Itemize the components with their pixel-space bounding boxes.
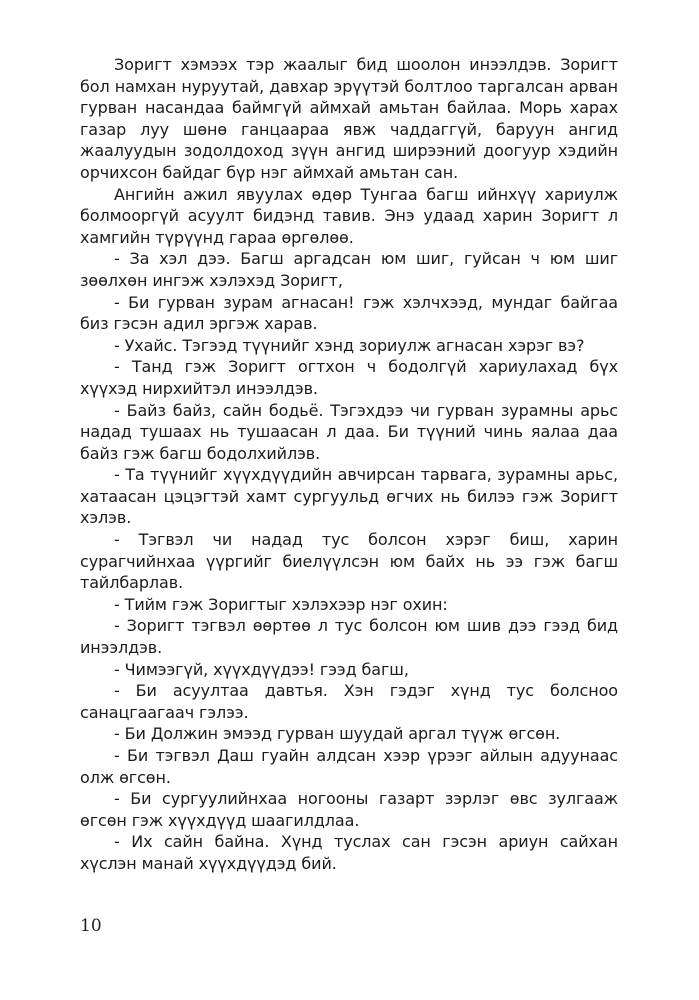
paragraph: Ангийн ажил явуулах өдөр Тунгаа багш ийнхүү хариулж болмооргүй асуулт бидэнд тавив. Энэ удаад харин Зоригт л хамгийн түрүүнд гараа өргөлөө. <box>80 184 618 247</box>
paragraph: - Чимээгүй, хүүхдүүдээ! гээд багш, <box>114 659 409 679</box>
paragraph: - Тэгвэл чи надад тус болсон хэрэг биш, харин сурагчийнхаа үүргийг биелүүлсэн юм байх нь ээ гэж багш тайлбарлав. <box>80 530 618 593</box>
paragraph: Зоригт хэмээх тэр жаалыг бид шоолон инээлдэв. Зоригт бол намхан нуруутай, давхар эрүүтэй болтлоо таргалсан арван гурван насандаа баймгүй аймхай амьтан байлаа. Морь харах газар луу шөнө ганцаараа явж чаддаггүй, баруун ангид жаалуудын зодолдоход зүүн ангид ширээний доогуур хэдийн орчихсон байдаг бүр нэг аймхай амьтан сан. <box>80 55 618 182</box>
paragraph: - Байз байз, сайн бодьё. Тэгэхдээ чи гурван зурамны арьс надад тушаах нь тушаасан л даа. Би түүний чинь яалаа даа байз гэж багш бодолхийлэв. <box>80 400 618 463</box>
paragraph: - Би асуултаа давтья. Хэн гэдэг хүнд тус болсноо санацгаагаач гэлээ. <box>80 681 618 722</box>
paragraph: - Би тэгвэл Даш гуайн алдсан хээр үрээг айлын адуунаас олж өгсөн. <box>80 746 618 787</box>
paragraph: - Зоригт тэгвэл өөртөө л тус болсон юм шив дээ гээд бид инээлдэв. <box>80 616 618 658</box>
paragraph: - Би гурван зурам агнасан! гэж хэлчхээд, мундаг байгаа биз гэсэн адил эргэж харав. <box>80 292 618 334</box>
paragraph: - За хэл дээ. Багш аргадсан юм шиг, гуйсан ч юм шиг зөөлхөн ингэж хэлэхэд Зоригт, <box>80 249 618 290</box>
paragraph: - Тийм гэж Зоригтыг хэлэхээр нэг охин: <box>114 594 448 614</box>
paragraph: - Их сайн байна. Хүнд туслах сан гэсэн ариун сайхан хүслэн манай хүүхдүүдэд бий. <box>80 832 618 873</box>
paragraph: - Та түүнийг хүүхдүүдийн авчирсан тарвага, зурамны арьс, хатаасан цэцэгтэй хамт сургуульд өгчих нь билээ гэж Зоригт хэлэв. <box>80 465 618 528</box>
paragraph: - Танд гэж Зоригт огтхон ч бодолгүй хариулахад бүх хүүхэд нирхийтэл инээлдэв. <box>80 357 618 398</box>
paragraph: - Би Должин эмээд гурван шуудай аргал түүж өгсөн. <box>114 724 561 744</box>
body-text <box>80 54 618 875</box>
paragraph: - Ухайс. Тэгээд түүнийг хэнд зориулж агнасан хэрэг вэ? <box>114 335 585 355</box>
paragraph: - Би сургуулийнхаа ногооны газарт зэрлэг өвс зулгааж өгсөн гэж хүүхдүүд шаагилдлаа. <box>80 789 618 830</box>
page-number: 10 <box>80 916 102 936</box>
